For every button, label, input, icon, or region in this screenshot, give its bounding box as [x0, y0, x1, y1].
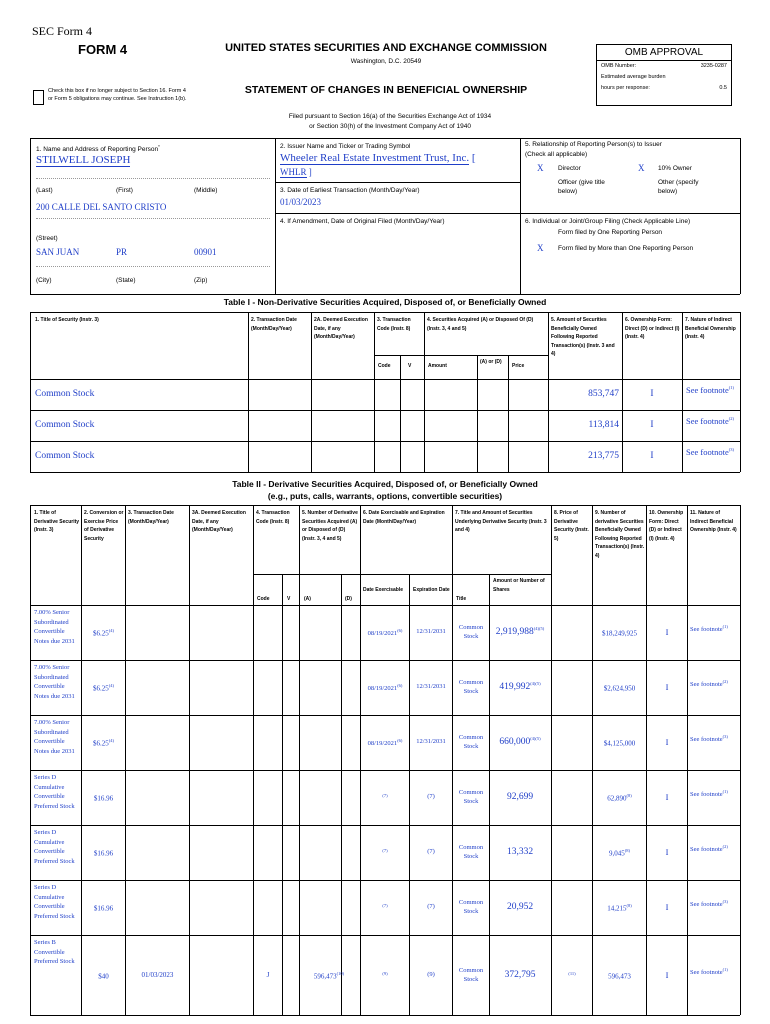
table2-row-conversion: [82, 848, 125, 857]
table2-row-conversion: [82, 793, 125, 802]
table2-row-title: Series B Convertible Preferred Stock: [34, 939, 75, 965]
table2-row-owned-text: $18,249,925: [602, 629, 637, 638]
table2-row-shares-text: 419,992: [499, 682, 531, 693]
t1-sub-v: V: [408, 363, 412, 369]
table2-row-owned-text: 14,215: [607, 904, 627, 913]
t1-col1-header: 1. Title of Security (Instr. 3): [35, 317, 99, 323]
agency-city: Washington, D.C. 20549: [350, 58, 422, 65]
t2-sub-title: Title: [456, 596, 467, 602]
table1-row-form: I: [650, 389, 654, 399]
t1-col4-header: 4. Securities Acquired (A) or Disposed Of (D) (Instr. 3, 4 and 5): [427, 317, 534, 332]
table2-row-exdate: [361, 848, 409, 857]
omb-approval-box: [596, 44, 732, 106]
table1-row-nature: [686, 445, 738, 457]
table2-row-shares: [490, 736, 550, 747]
table2-row-underlying-title: Common Stock: [458, 789, 484, 805]
table2-row-nature-text: See footnote: [690, 969, 723, 977]
omb-burden-row: [597, 72, 731, 83]
table2-row-shares-fn: (4)(5): [530, 736, 541, 741]
table2-row-nature-text: See footnote: [690, 901, 723, 909]
table2-row-owned-text: 596,473: [608, 972, 631, 981]
table2-row-conversion-text: $6.25: [93, 629, 109, 638]
table2-row-conversion-text: $16.96: [93, 794, 114, 803]
t2-sub-d: (D): [345, 596, 352, 602]
table2-row-nature: [690, 622, 738, 635]
table2-row-nature-fn: (1): [722, 967, 728, 972]
table2-row-nature-text: See footnote: [690, 791, 723, 799]
table2-row-shares: [490, 846, 550, 857]
table2-row-form: I: [665, 627, 669, 637]
table2-row-form: I: [665, 902, 669, 912]
table2-row-form: I: [665, 792, 669, 802]
issuer-label: 2. Issuer Name and Ticker or Trading Symbol: [280, 143, 411, 150]
table2-row-shares-fn: (4)(5): [530, 681, 541, 686]
amendment-label: 4. If Amendment, Date of Original Filed (Month/Day/Year): [280, 218, 445, 225]
table2-row-exdate: [361, 628, 409, 637]
table2-row-conversion: [82, 683, 125, 692]
table2-row-underlying-title: Common Stock: [458, 734, 484, 750]
filing-more-mark[interactable]: X: [537, 243, 544, 253]
table2-row-title: Series D Cumulative Convertible Preferred Stock: [34, 774, 75, 810]
city-label: (City): [36, 277, 52, 284]
table2-row-conversion: [82, 971, 125, 980]
t1-col2-header: 2. Transaction Date (Month/Day/Year): [251, 317, 297, 332]
table2-row-conversion-fn: (4): [108, 683, 114, 688]
table2-row-shares-text: 660,000: [499, 737, 531, 748]
table1-row-title: Common Stock: [35, 451, 95, 461]
t1-col5-header: 5. Amount of Securities Beneficially Owned Following Reported Transaction(s) (Instr. 3 and 4): [551, 317, 615, 357]
t2-sub-v: V: [287, 596, 291, 602]
table2-row-nature-fn: (1): [722, 624, 728, 629]
table2-row-expdate: (7): [427, 848, 435, 855]
table2-row-form: I: [665, 970, 669, 980]
table2-row-exdate-fn: (7): [382, 903, 388, 908]
table2-row-owned: [593, 628, 646, 637]
table2-row-expdate: (7): [427, 793, 435, 800]
table2-row-form: I: [665, 737, 669, 747]
table2-row-owned-text: 9,045: [609, 849, 625, 858]
reporting-person-label: 1. Name and Address of Reporting Person*: [36, 144, 160, 154]
no-longer-subject-checkbox[interactable]: [33, 90, 44, 105]
table2-row-exdate: [361, 793, 409, 802]
t1-col3-header: 3. Transaction Code (Instr. 8): [377, 317, 411, 332]
table2-row-nature-fn: (3): [722, 899, 728, 904]
table1-row-nature-fn: (2): [728, 416, 734, 421]
table2-row-shares: [490, 969, 550, 980]
other-label: Other (specify below): [658, 179, 699, 195]
table2-row-underlying-title: Common Stock: [458, 624, 484, 640]
table2-row-shares-text: 2,919,988: [495, 627, 534, 638]
table2-row-acquired-text: 596,473: [313, 972, 337, 981]
table2-row-conversion: [82, 903, 125, 912]
ten-percent-owner-label: 10% Owner: [658, 165, 692, 172]
omb-number-label: OMB Number:: [601, 63, 637, 69]
t2-sub-exercisable: Date Exercisable: [363, 587, 404, 593]
t2-col6-header: 6. Date Exercisable and Expiration Date (Month/Day/Year): [363, 510, 445, 525]
table2-row-underlying-title: Common Stock: [458, 679, 484, 695]
table2-row-tdate: 01/03/2023: [141, 971, 174, 979]
director-label: Director: [558, 165, 581, 172]
state-value: PR: [116, 247, 128, 257]
table2-row-owned-text: $4,125,000: [603, 739, 636, 748]
table2-row-code: J: [266, 971, 270, 979]
table2-row-underlying-title: Common Stock: [458, 899, 484, 915]
omb-burden-label: Estimated average burden: [601, 74, 666, 80]
table2-row-owned-fn: (8): [624, 848, 630, 853]
table2-row-acquired-fn: (10): [336, 971, 345, 976]
t2-sub-expiration: Expiration Date: [413, 587, 450, 593]
table2-row-shares: [490, 791, 550, 802]
table2-row-exdate-fn: (6): [397, 738, 403, 743]
t2-col4-header: 4. Transaction Code (Instr. 8): [256, 510, 290, 525]
table2-row-nature: [690, 787, 738, 800]
table2-row-exdate: [361, 971, 409, 980]
issuer-name-link[interactable]: Wheeler Real Estate Investment Trust, Inc.: [280, 152, 470, 164]
city-value: SAN JUAN: [36, 247, 80, 257]
t2-col7-header: 7. Title and Amount of Securities Underlying Derivative Security (Instr. 3 and 4): [455, 510, 547, 533]
table2-row-shares: [490, 681, 550, 692]
table2-row-nature-fn: (2): [722, 679, 728, 684]
issuer-ticker-link[interactable]: WHLR: [280, 167, 307, 177]
table2-row-title: Series D Cumulative Convertible Preferred Stock: [34, 829, 75, 865]
table2-row-nature-fn: (3): [722, 734, 728, 739]
table1-row-title: Common Stock: [35, 420, 95, 430]
table2-row-nature: [690, 842, 738, 855]
table2-row-nature-text: See footnote: [690, 736, 723, 744]
table2-row-form: I: [665, 847, 669, 857]
table2-row-title: Series D Cumulative Convertible Preferred Stock: [34, 884, 75, 920]
filing-more-label: Form filed by More than One Reporting Person: [558, 245, 694, 252]
t2-col11-header: 11. Nature of Indirect Beneficial Ownership (Instr. 4): [690, 510, 737, 533]
t2-sub-a: (A): [304, 596, 311, 602]
earliest-date-label: 3. Date of Earliest Transaction (Month/Day/Year): [280, 187, 420, 194]
table2-row-title: 7.00% Senior Subordinated Convertible Notes due 2031: [34, 664, 75, 700]
table2-row-exdate: [361, 683, 409, 692]
statement-title: STATEMENT OF CHANGES IN BENEFICIAL OWNERSHIP: [244, 84, 528, 96]
table2-row-owned: [593, 683, 646, 692]
table2-row-owned: [593, 848, 646, 857]
t2-sub-code: Code: [257, 596, 270, 602]
table1-row-form: I: [650, 451, 654, 461]
table1-row-nature-text: See footnote: [686, 384, 729, 395]
table2-row-conversion-text: $6.25: [93, 739, 109, 748]
table2-row-conversion-text: $16.96: [93, 904, 114, 913]
table2-row-exdate-fn: (6): [397, 628, 403, 633]
table2-title-line2: (e.g., puts, calls, warrants, options, convertible securities): [267, 491, 503, 501]
first-label: (First): [116, 187, 133, 194]
table2-row-shares-text: 92,699: [506, 792, 534, 803]
table2-row-expdate: 12/31/2031: [416, 628, 446, 635]
omb-number-row: [597, 61, 731, 72]
table2-row-shares: [490, 626, 550, 637]
table2-row-conversion-fn: (4): [108, 628, 114, 633]
t1-col7-header: 7. Nature of Indirect Beneficial Ownership (Instr. 4): [685, 317, 736, 340]
table2-row-price-fn: (11): [568, 971, 576, 976]
table1-row-nature: [686, 383, 738, 395]
table1-row-nature: [686, 414, 738, 426]
table1-row-nature-fn: (3): [728, 447, 734, 452]
relationship-sublabel: (Check all applicable): [525, 151, 588, 158]
table2-row-owned-text: 62,890: [607, 794, 627, 803]
street-value: 200 CALLE DEL SANTO CRISTO: [36, 202, 167, 212]
table2-row-exdate-fn: (9): [382, 971, 388, 976]
table2-row-exdate-fn: (6): [397, 683, 403, 688]
table2-row-nature-fn: (2): [722, 844, 728, 849]
t2-col3a-header: 3A. Deemed Execution Date, if any (Month/Day/Year): [192, 510, 246, 533]
table2-row-expdate: (9): [427, 971, 435, 978]
t1-col6-header: 6. Ownership Form: Direct (D) or Indirect (I) (Instr. 4): [625, 317, 680, 340]
table2-row-exdate: [361, 738, 409, 747]
table2-row-shares-text: 372,795: [504, 970, 536, 981]
table2-row-expdate: 12/31/2031: [416, 683, 446, 690]
zip-value: 00901: [194, 247, 217, 257]
table1-row-nature-text: See footnote: [686, 446, 729, 457]
table2-row-owned: [593, 903, 646, 912]
table2-row-owned: [593, 793, 646, 802]
table2-row-conversion-fn: (4): [108, 738, 114, 743]
omb-hours-row: [597, 83, 731, 94]
table1-row-title: Common Stock: [35, 389, 95, 399]
filed-pursuant: [240, 112, 540, 132]
table2-row-shares-text: 20,952: [506, 902, 534, 913]
director-mark[interactable]: X: [537, 163, 544, 173]
omb-hours-value: 0.5: [719, 85, 727, 91]
table2-row-nature-text: See footnote: [690, 846, 723, 854]
t2-col3-header: 3. Transaction Date (Month/Day/Year): [128, 510, 174, 525]
issuer-bracket-open: [: [471, 152, 476, 164]
t2-col1-header: 1. Title of Derivative Security (Instr. 3): [34, 510, 80, 533]
table1-row-nature-text: See footnote: [686, 415, 729, 426]
street-label: (Street): [36, 235, 58, 242]
table2-row-expdate: 12/31/2031: [416, 738, 446, 745]
filing-label: 6. Individual or Joint/Group Filing (Check Applicable Line): [525, 218, 691, 225]
agency-title: UNITED STATES SECURITIES AND EXCHANGE COMMISSION: [225, 42, 547, 54]
form-title: FORM 4: [78, 42, 128, 57]
t2-col10-header: 10. Ownership Form: Direct (D) or Indirect (I) (Instr. 4): [649, 510, 684, 542]
omb-hours-label: hours per response:: [601, 85, 650, 91]
table2-row-conversion: [82, 738, 125, 747]
table2-row-exdate-fn: (7): [382, 848, 388, 853]
table2-row-exdate-fn: (7): [382, 793, 388, 798]
sec-form-label: SEC Form 4: [32, 24, 93, 38]
checkbox-label: Check this box if no longer subject to Section 16. Form 4 or Form 5 obligations may continue. See Instruction 1(b).: [48, 88, 187, 102]
t2-col9-header: 9. Number of derivative Securities Beneficially Owned Following Reported Transaction(s) (Instr. 4): [595, 510, 645, 559]
t2-sub-amount: Amount or Number of Shares: [493, 578, 545, 593]
t1-sub-price: Price: [512, 363, 525, 369]
middle-label: (Middle): [194, 187, 218, 194]
t2-col2-header: 2. Conversion or Exercise Price of Derivative Security: [84, 510, 124, 542]
table2-title-line1: Table II - Derivative Securities Acquired, Disposed of, or Beneficially Owned: [232, 479, 538, 489]
table2-row-shares-fn: (4)(5): [533, 626, 545, 631]
t2-col8-header: 8. Price of Derivative Security (Instr. 5): [554, 510, 589, 542]
officer-label: Officer (give title below): [558, 179, 605, 195]
earliest-date-value: 01/03/2023: [280, 197, 322, 207]
table1-row-amount: 113,814: [588, 420, 619, 430]
table2-row-nature: [690, 732, 738, 745]
table1-row-form: I: [650, 420, 654, 430]
table2-row-owned-fn: (8): [626, 903, 632, 908]
table2-row-exdate-text: 08/19/2021: [367, 740, 398, 748]
table2-row-title: 7.00% Senior Subordinated Convertible Notes due 2031: [34, 609, 75, 645]
issuer-name-row: [280, 152, 476, 164]
ten-percent-owner-mark[interactable]: X: [638, 163, 645, 173]
t1-sub-aord: (A) or (D): [480, 359, 502, 365]
table2-row-owned-text: $2,624,950: [603, 684, 636, 693]
table2-row-expdate: (7): [427, 903, 435, 910]
table2-row-exdate-text: 08/19/2021: [367, 685, 398, 693]
table2-row-form: I: [665, 682, 669, 692]
omb-number-value: 3235-0287: [700, 63, 727, 69]
table2-row-nature-text: See footnote: [690, 626, 723, 634]
table1-row-amount: 853,747: [588, 389, 619, 399]
t1-sub-code: Code: [378, 363, 391, 369]
table2-row-nature-text: See footnote: [690, 681, 723, 689]
table2-row-nature: [690, 677, 738, 690]
table2-row-exdate: [361, 903, 409, 912]
table2-row-conversion-text: $40: [98, 972, 109, 981]
table1-row-amount: 213,775: [588, 451, 619, 461]
table2-row-owned: [593, 971, 646, 980]
table2-row-conversion: [82, 628, 125, 637]
table2-row-underlying-title: Common Stock: [458, 967, 484, 983]
table2-row-price: [552, 971, 592, 980]
reporting-person-name[interactable]: STILWELL JOSEPH: [36, 154, 131, 166]
t2-col5-header: 5. Number of Derivative Securities Acquired (A) or Disposed of (D) (Instr. 3, 4 and 5): [302, 510, 358, 542]
table2-row-shares: [490, 901, 550, 912]
table2-row-owned-fn: (8): [626, 793, 632, 798]
table2-row-title: 7.00% Senior Subordinated Convertible Notes due 2031: [34, 719, 75, 755]
filing-one-label: Form filed by One Reporting Person: [558, 229, 663, 236]
issuer-bracket-close: ]: [308, 167, 312, 177]
issuer-ticker-row: [280, 167, 312, 177]
table2-row-acquired: [300, 971, 358, 980]
table2-row-shares-text: 13,332: [506, 847, 534, 858]
filed-line-1: Filed pursuant to Section 16(a) of the Securities Exchange Act of 1934: [288, 113, 492, 120]
table2-row-exdate-text: 08/19/2021: [367, 630, 398, 638]
table2-row-nature: [690, 965, 738, 978]
state-label: (State): [116, 277, 136, 284]
last-label: (Last): [36, 187, 53, 194]
table2-row-owned: [593, 738, 646, 747]
table1-row-nature-fn: (1): [728, 385, 734, 390]
filed-line-2: or Section 30(h) of the Investment Company Act of 1940: [309, 123, 471, 130]
t1-col2a-header: 2A. Deemed Execution Date, if any (Month/Day/Year): [314, 317, 368, 340]
t1-sub-amount: Amount: [428, 363, 447, 369]
table2-row-conversion-text: $6.25: [93, 684, 109, 693]
table2-row-underlying-title: Common Stock: [458, 844, 484, 860]
relationship-label: 5. Relationship of Reporting Person(s) to Issuer: [525, 141, 662, 148]
table2-row-nature: [690, 897, 738, 910]
table1-title: Table I - Non-Derivative Securities Acquired, Disposed of, or Beneficially Owned: [223, 297, 547, 307]
omb-title: OMB APPROVAL: [597, 45, 731, 61]
table2-row-nature-fn: (1): [722, 789, 728, 794]
zip-label: (Zip): [194, 277, 208, 284]
table2-row-conversion-text: $16.96: [93, 849, 114, 858]
